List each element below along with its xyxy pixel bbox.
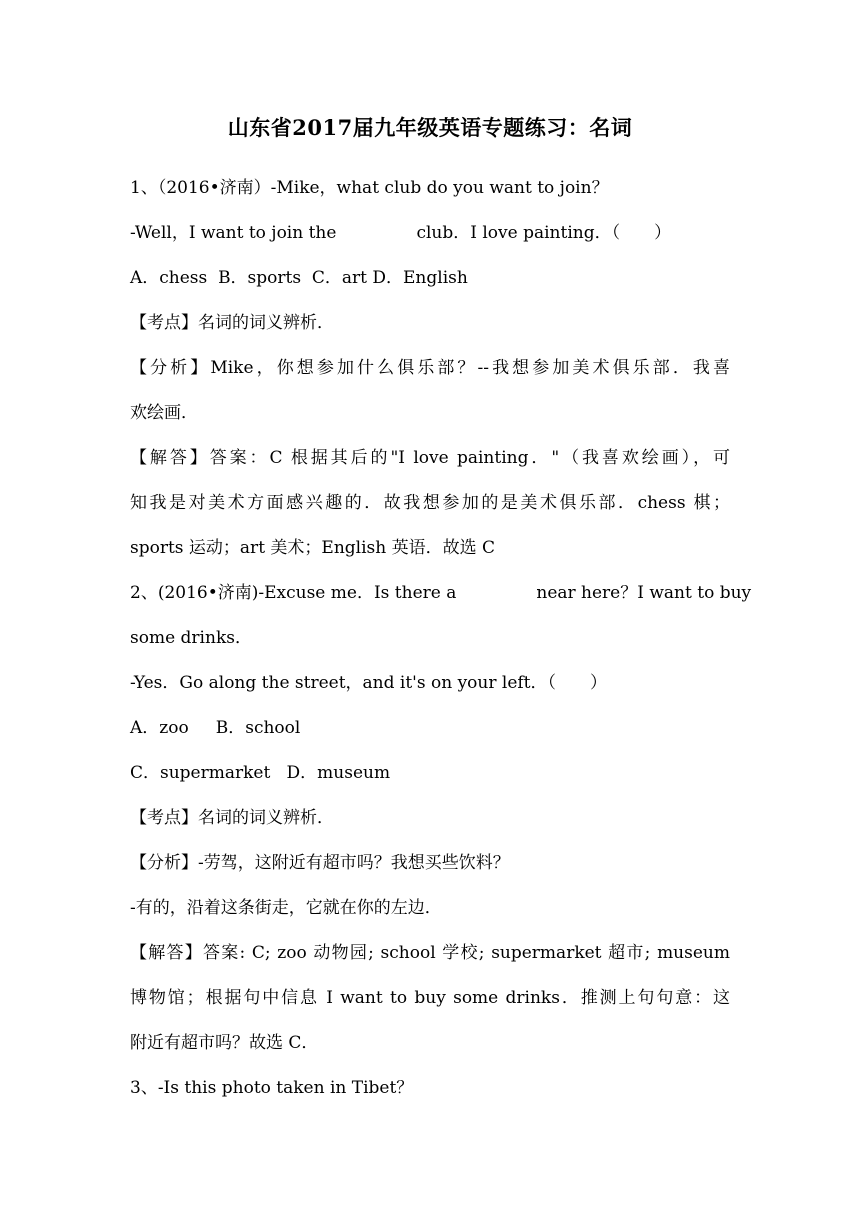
q2-fenxi-line1: 【分析】-劳驾，这附近有超市吗？我想买些饮料？: [130, 853, 510, 873]
q2-jieda-line2: 博物馆；根据句中信息 I want to buy some drinks．推测上句句意：这: [130, 988, 730, 1008]
q2-options-line1: A．zoo B．school: [130, 718, 301, 738]
q2-jieda-line3: 附近有超市吗？故选 C．: [130, 1033, 319, 1053]
q1-options: A．chess B．sports C．art D．English: [130, 268, 468, 288]
q2-reply: -Yes．Go along the street，and it's on your left．（ ）: [130, 673, 608, 693]
q2-stem-after-blank: near here？I want to buy: [536, 583, 752, 603]
q2-stem-line2: some drinks．: [130, 628, 252, 648]
q2-options-line2: C．supermarket D．museum: [130, 763, 391, 783]
document-body: [130, 166, 752, 1111]
q3-stem: 3、-Is this photo taken in Tibet？: [130, 1078, 414, 1098]
q1-kaodian: 【考点】名词的词义辨析．: [130, 313, 334, 333]
q1-jieda-line2: 知我是对美术方面感兴趣的．故我想参加的是美术俱乐部．chess 棋；: [130, 493, 730, 513]
q1-stem: 1、（2016•济南）-Mike，what club do you want to join？: [130, 178, 609, 198]
q2-jieda-line1: 【解答】答案: C; zoo 动物园; school 学校; supermarket 超市; museum: [130, 943, 730, 963]
q2-fenxi-line2: -有的，沿着这条街走，它就在你的左边．: [130, 898, 442, 918]
page-title: 山东省2017届九年级英语专题练习：名词: [227, 115, 633, 140]
q1-fenxi-line2: 欢绘画．: [130, 403, 198, 423]
q2-stem-before-blank: 2、(2016•济南)-Excuse me．Is there a: [130, 583, 457, 603]
q2-stem-line1: [130, 571, 752, 616]
q1-fenxi-line1: 【分析】Mike，你想参加什么俱乐部？--我想参加美术俱乐部．我喜: [130, 358, 730, 378]
q1-jieda-line1: 【解答】答案：C 根据其后的"I love painting．"（我喜欢绘画），可: [130, 448, 730, 468]
q1-line2-before-blank: -Well，I want to join the: [130, 223, 337, 243]
q2-kaodian: 【考点】名词的词义辨析．: [130, 808, 334, 828]
q1-line2: [130, 211, 730, 256]
q1-jieda-line3: sports 运动；art 美术；English 英语．故选 C: [130, 538, 496, 558]
q1-line2-after-blank: club．I love painting．（ ）: [416, 223, 672, 243]
